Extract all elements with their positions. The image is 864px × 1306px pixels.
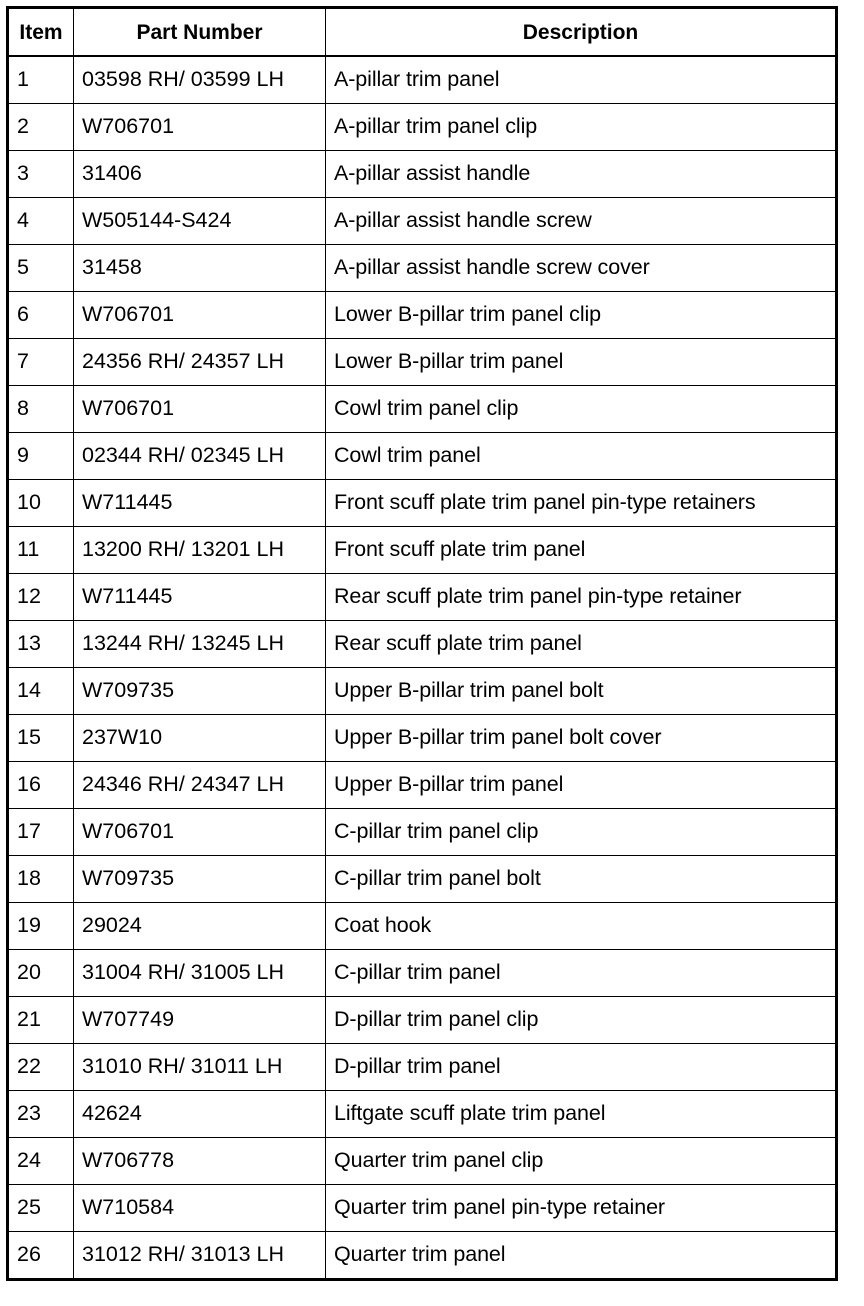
part-number-cell: W706701 — [74, 386, 326, 433]
description-cell: Lower B-pillar trim panel clip — [326, 292, 837, 339]
parts-table — [6, 6, 838, 1281]
item-cell: 11 — [8, 527, 74, 574]
parts-table-header — [8, 8, 837, 57]
table-row — [8, 574, 837, 621]
item-cell: 10 — [8, 480, 74, 527]
table-row — [8, 151, 837, 198]
table-row — [8, 198, 837, 245]
item-cell: 16 — [8, 762, 74, 809]
item-cell: 18 — [8, 856, 74, 903]
table-row — [8, 339, 837, 386]
table-row — [8, 856, 837, 903]
description-cell: Cowl trim panel clip — [326, 386, 837, 433]
description-cell: C-pillar trim panel bolt — [326, 856, 837, 903]
description-cell: Front scuff plate trim panel pin-type retainers — [326, 480, 837, 527]
description-cell: Front scuff plate trim panel — [326, 527, 837, 574]
item-cell: 21 — [8, 997, 74, 1044]
parts-table-body — [8, 56, 837, 1280]
table-row — [8, 527, 837, 574]
part-number-cell: W505144-S424 — [74, 198, 326, 245]
table-row — [8, 1044, 837, 1091]
description-cell: Upper B-pillar trim panel bolt cover — [326, 715, 837, 762]
description-cell: Quarter trim panel clip — [326, 1138, 837, 1185]
part-number-cell: 29024 — [74, 903, 326, 950]
item-cell: 12 — [8, 574, 74, 621]
description-cell: Quarter trim panel pin-type retainer — [326, 1185, 837, 1232]
item-cell: 24 — [8, 1138, 74, 1185]
table-row — [8, 621, 837, 668]
item-cell: 4 — [8, 198, 74, 245]
item-cell: 15 — [8, 715, 74, 762]
table-row — [8, 1091, 837, 1138]
item-cell: 5 — [8, 245, 74, 292]
description-cell: Cowl trim panel — [326, 433, 837, 480]
part-number-cell: 31406 — [74, 151, 326, 198]
table-row — [8, 245, 837, 292]
item-cell: 8 — [8, 386, 74, 433]
part-number-cell: W711445 — [74, 574, 326, 621]
table-row — [8, 997, 837, 1044]
description-cell: Upper B-pillar trim panel bolt — [326, 668, 837, 715]
table-row — [8, 903, 837, 950]
description-cell: Coat hook — [326, 903, 837, 950]
description-cell: A-pillar trim panel clip — [326, 104, 837, 151]
part-number-cell: 42624 — [74, 1091, 326, 1138]
description-cell: A-pillar assist handle screw cover — [326, 245, 837, 292]
part-number-cell: W709735 — [74, 856, 326, 903]
item-cell: 19 — [8, 903, 74, 950]
part-number-cell: W706701 — [74, 104, 326, 151]
table-row — [8, 950, 837, 997]
item-cell: 2 — [8, 104, 74, 151]
part-number-cell: 237W10 — [74, 715, 326, 762]
part-number-cell: W706701 — [74, 809, 326, 856]
part-number-cell: 03598 RH/ 03599 LH — [74, 56, 326, 104]
table-row — [8, 104, 837, 151]
item-cell: 7 — [8, 339, 74, 386]
part-number-cell: W706778 — [74, 1138, 326, 1185]
description-cell: D-pillar trim panel clip — [326, 997, 837, 1044]
item-cell: 20 — [8, 950, 74, 997]
table-row — [8, 433, 837, 480]
item-cell: 26 — [8, 1232, 74, 1280]
item-cell: 22 — [8, 1044, 74, 1091]
description-cell: A-pillar trim panel — [326, 56, 837, 104]
item-cell: 23 — [8, 1091, 74, 1138]
table-row — [8, 668, 837, 715]
part-number-cell: W711445 — [74, 480, 326, 527]
part-number-cell: W707749 — [74, 997, 326, 1044]
description-cell: Upper B-pillar trim panel — [326, 762, 837, 809]
table-row — [8, 1138, 837, 1185]
part-number-cell: 13200 RH/ 13201 LH — [74, 527, 326, 574]
table-row — [8, 809, 837, 856]
table-row — [8, 1232, 837, 1280]
description-cell: Lower B-pillar trim panel — [326, 339, 837, 386]
description-cell: C-pillar trim panel — [326, 950, 837, 997]
table-row — [8, 56, 837, 104]
header-description: Description — [326, 8, 837, 57]
header-part-number: Part Number — [74, 8, 326, 57]
description-cell: Rear scuff plate trim panel — [326, 621, 837, 668]
part-number-cell: W710584 — [74, 1185, 326, 1232]
description-cell: A-pillar assist handle screw — [326, 198, 837, 245]
header-item: Item — [8, 8, 74, 57]
part-number-cell: 24356 RH/ 24357 LH — [74, 339, 326, 386]
item-cell: 3 — [8, 151, 74, 198]
part-number-cell: 02344 RH/ 02345 LH — [74, 433, 326, 480]
description-cell: C-pillar trim panel clip — [326, 809, 837, 856]
part-number-cell: W709735 — [74, 668, 326, 715]
description-cell: Quarter trim panel — [326, 1232, 837, 1280]
item-cell: 1 — [8, 56, 74, 104]
table-row — [8, 762, 837, 809]
part-number-cell: 31012 RH/ 31013 LH — [74, 1232, 326, 1280]
item-cell: 13 — [8, 621, 74, 668]
table-row — [8, 292, 837, 339]
item-cell: 6 — [8, 292, 74, 339]
description-cell: Rear scuff plate trim panel pin-type retainer — [326, 574, 837, 621]
description-cell: A-pillar assist handle — [326, 151, 837, 198]
part-number-cell: W706701 — [74, 292, 326, 339]
table-row — [8, 715, 837, 762]
item-cell: 14 — [8, 668, 74, 715]
item-cell: 9 — [8, 433, 74, 480]
description-cell: D-pillar trim panel — [326, 1044, 837, 1091]
table-row — [8, 1185, 837, 1232]
table-row — [8, 386, 837, 433]
part-number-cell: 13244 RH/ 13245 LH — [74, 621, 326, 668]
part-number-cell: 31010 RH/ 31011 LH — [74, 1044, 326, 1091]
part-number-cell: 31458 — [74, 245, 326, 292]
part-number-cell: 31004 RH/ 31005 LH — [74, 950, 326, 997]
part-number-cell: 24346 RH/ 24347 LH — [74, 762, 326, 809]
header-row — [8, 8, 837, 57]
item-cell: 25 — [8, 1185, 74, 1232]
table-row — [8, 480, 837, 527]
item-cell: 17 — [8, 809, 74, 856]
description-cell: Liftgate scuff plate trim panel — [326, 1091, 837, 1138]
